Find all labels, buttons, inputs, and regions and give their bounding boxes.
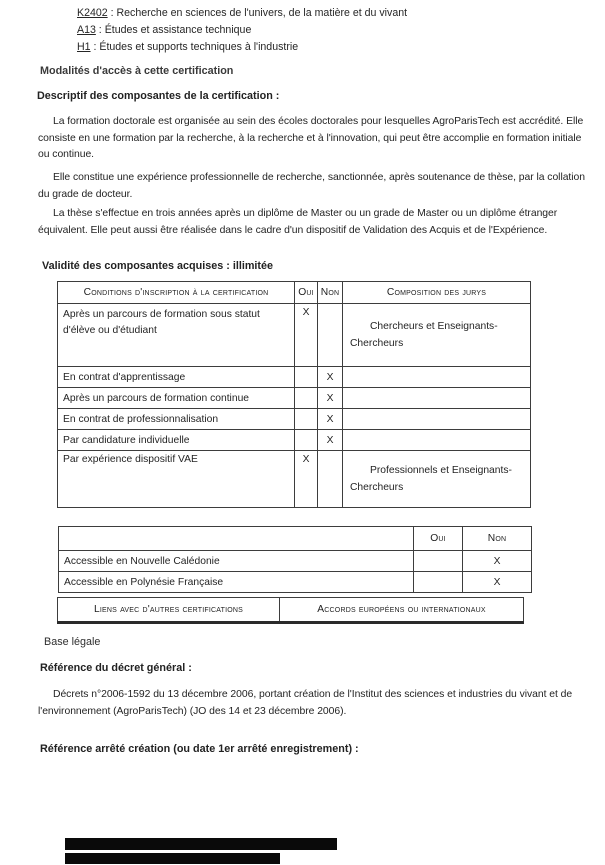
- column-header-oui: Oui: [414, 527, 463, 551]
- redaction-bar: [65, 838, 337, 850]
- jury-text-line: Professionnels et Enseignants-: [370, 465, 512, 476]
- table-row: [59, 572, 532, 593]
- oui-cell: [295, 430, 318, 451]
- jury-composition-cell: [343, 304, 531, 367]
- non-cell: X: [463, 551, 532, 572]
- heading-validite-composantes: Validité des composantes acquises : illimitée: [42, 260, 274, 272]
- paragraph-these: La thèse s'effectue en trois années après un diplôme de Master ou un grade de Master ou un diplôme étranger équivalent. Elle peut aussi être réalisée dans le cadre d'un dispositif de Validation des Acquis et de l'Expérience.: [38, 208, 558, 236]
- jury-composition-cell: [343, 409, 531, 430]
- code-separator: :: [107, 7, 117, 19]
- condition-label: En contrat d'apprentissage: [58, 367, 295, 388]
- code-line-h1: [77, 39, 407, 56]
- header-accords-internationaux: Accords européens ou internationaux: [280, 598, 524, 623]
- non-cell: X: [318, 430, 343, 451]
- table-row: [59, 551, 532, 572]
- heading-modalites-acces: Modalités d'accès à cette certification: [40, 65, 234, 77]
- column-header-composition-jurys: Composition des jurys: [343, 282, 531, 304]
- code-line-k2402: [77, 5, 407, 22]
- jury-composition-cell: [343, 451, 531, 508]
- conditions-inscription-table: [57, 281, 531, 508]
- code-separator: :: [95, 24, 105, 36]
- accessibility-table: [58, 526, 532, 593]
- condition-label: Par expérience dispositif VAE: [58, 451, 295, 508]
- non-cell: [318, 304, 343, 367]
- code-line-a13: [77, 22, 407, 39]
- table-row: [58, 430, 531, 451]
- table-row: [58, 388, 531, 409]
- redaction-bar: [65, 853, 280, 864]
- paragraph-formation-doctorale: La formation doctorale est organisée au sein des écoles doctorales pour lesquelles AgroParisTech est accrédité. Elle consiste en une formation par la recherche, à la recherche et à l'innovation, qui peut être accomplie en formation initiale ou continue.: [38, 116, 584, 160]
- non-cell: X: [463, 572, 532, 593]
- table-header-row: [58, 282, 531, 304]
- non-cell: X: [318, 409, 343, 430]
- paragraph-decret: Décrets n°2006-1592 du 13 décembre 2006, portant création de l'Institut des sciences et industries du vivant et de l'environnement (AgroParisTech) (JO des 14 et 23 décembre 2006).: [38, 689, 573, 717]
- table-header-row: [58, 598, 524, 623]
- code-id: K2402: [77, 7, 108, 19]
- column-header-non: Non: [318, 282, 343, 304]
- jury-composition-cell: [343, 388, 531, 409]
- oui-cell: [414, 572, 463, 593]
- heading-descriptif-composantes: Descriptif des composantes de la certification :: [37, 90, 280, 102]
- heading-reference-decret: Référence du décret général :: [40, 662, 192, 674]
- table-row: [58, 367, 531, 388]
- oui-cell: X: [295, 304, 318, 367]
- table-row: [58, 409, 531, 430]
- accessibility-label: Accessible en Nouvelle Calédonie: [59, 551, 414, 572]
- oui-cell: [414, 551, 463, 572]
- code-label: Études et supports techniques à l'industrie: [99, 41, 299, 53]
- paragraph-experience-professionnelle: Elle constitue une expérience professionnelle de recherche, sanctionnée, après soutenance de thèse, par la collation du grade de docteur.: [38, 172, 585, 200]
- oui-cell: [295, 409, 318, 430]
- non-cell: X: [318, 388, 343, 409]
- jury-text-line: Chercheurs et Enseignants-: [370, 321, 498, 332]
- column-header-conditions: Conditions d'inscription à la certification: [58, 282, 295, 304]
- column-header-non: Non: [463, 527, 532, 551]
- column-header-oui: Oui: [295, 282, 318, 304]
- condition-label: Par candidature individuelle: [58, 430, 295, 451]
- jury-text-line: Chercheurs: [350, 482, 404, 493]
- code-separator: :: [90, 41, 100, 53]
- non-cell: [318, 451, 343, 508]
- header-liens-certifications: Liens avec d'autres certifications: [58, 598, 280, 623]
- jury-composition-cell: [343, 430, 531, 451]
- condition-label: Après un parcours de formation sous statut d'élève ou d'étudiant: [58, 304, 295, 367]
- non-cell: X: [318, 367, 343, 388]
- code-id: H1: [77, 41, 91, 53]
- condition-label: Après un parcours de formation continue: [58, 388, 295, 409]
- oui-cell: [295, 367, 318, 388]
- table-header-row: [59, 527, 532, 551]
- condition-label: En contrat de professionnalisation: [58, 409, 295, 430]
- links-accords-table: [57, 597, 524, 624]
- jury-composition-cell: [343, 367, 531, 388]
- accessibility-label: Accessible en Polynésie Française: [59, 572, 414, 593]
- oui-cell: X: [295, 451, 318, 508]
- code-label: Recherche en sciences de l'univers, de la matière et du vivant: [116, 7, 408, 19]
- oui-cell: [295, 388, 318, 409]
- heading-reference-arrete: Référence arrêté création (ou date 1er arrêté enregistrement) :: [40, 743, 359, 755]
- code-id: A13: [77, 24, 96, 36]
- label-base-legale: Base légale: [44, 636, 101, 648]
- table-row: [58, 451, 531, 508]
- rome-codes-list: [77, 5, 407, 56]
- code-label: Études et assistance technique: [104, 24, 252, 36]
- table-row: [58, 304, 531, 367]
- jury-text-line: Chercheurs: [350, 338, 404, 349]
- empty-header-cell: [59, 527, 414, 551]
